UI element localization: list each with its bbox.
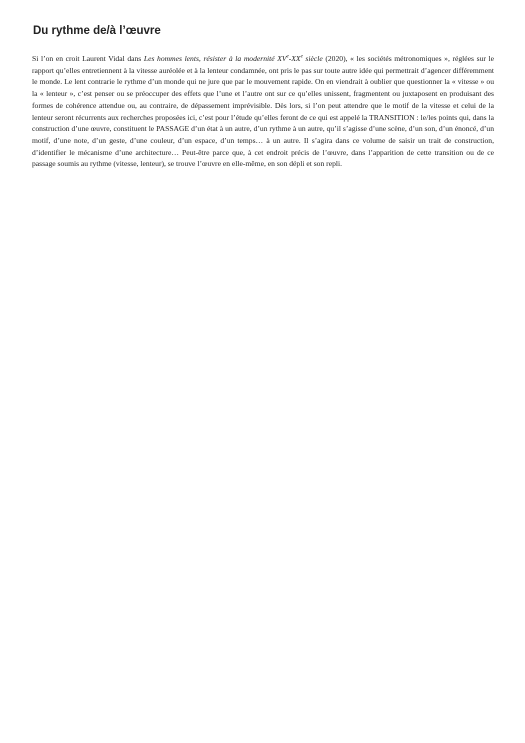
century-end: XX — [291, 54, 301, 63]
book-title-main: Les hommes lents, résister à la modernité — [143, 54, 278, 63]
page-title: Du rythme de/à l’œuvre — [33, 25, 161, 37]
century-dash: - — [288, 54, 292, 63]
book-title — [144, 54, 323, 63]
paragraph-text-rest: (2020), « les sociétés métronomiques », réglées sur le rapport qu’elles entretiennent à la vitesse auréolée et à la lenteur condamnée, ont pris le pas sur toute autre idée qui permettrait d’agencer différemment le monde. Le lent contrarie le rythme d’un monde qui ne jure que par le mouvement rapide. On en viendrait à oublier que questionner la « vitesse » ou la « lenteur », c’est penser ou se préoccuper des effets que l’une et l’autre ont sur ce qu’elles unissent, fragmentent ou juxtaposent en produisant des formes de cohérence attendue ou, au contraire, de dépassement imprévisible. Dès lors, si l’on peut attendre que le motif de la vitesse et celui de la lenteur seront récurrents aux recherches proposées ici, c’est pour l’étude qu’elles feront de ce qui est appelé la TRANSITION : le/les points qui, dans la construction d’une œuvre, constituent le PASSAGE d’un état à un autre, d’un rythme à un autre, qu’il s’agisse d’une scène, d’un son, d’un énoncé, d’un motif, d’une note, d’un geste, d’une couleur, d’un espace, d’un temps… à un autre. Il s’agira dans ce volume de saisir un trait de construction, d’identifier le mécanisme d’une architecture… Peut-être parce que, à cet endroit précis de l’œuvre, dans l’apparition de cette transition ou de ce passage soumis au rythme (vitesse, lenteur), se trouve l’œuvre en elle-même, en son dépli et son repli. — [32, 54, 494, 169]
body-paragraph — [32, 53, 494, 170]
century-start: XV — [277, 54, 287, 63]
book-title-end: siècle — [302, 54, 323, 63]
century-end-suffix: e — [300, 54, 303, 60]
paragraph-text-start: Si l’on en croit Laurent Vidal dans — [32, 54, 144, 63]
century-start-suffix: e — [286, 54, 289, 60]
